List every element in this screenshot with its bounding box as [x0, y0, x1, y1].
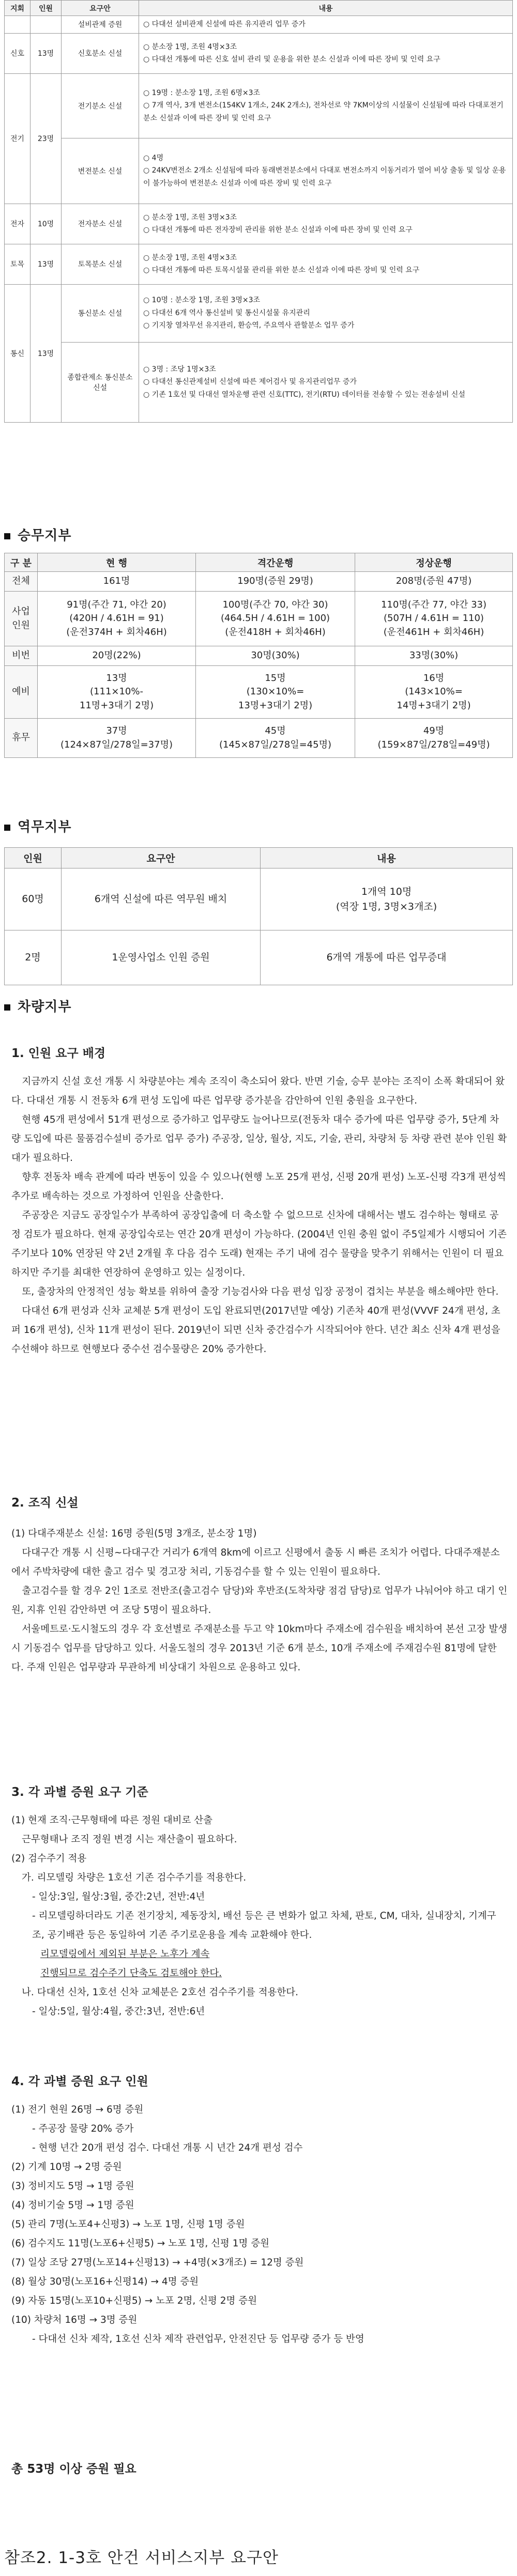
col-branch: 지회 [5, 1, 31, 16]
cell-staff: 13명 [31, 244, 62, 284]
cell-branch: 전자 [5, 204, 31, 244]
cell-request: 종합관제소 통신분소 신설 [62, 342, 139, 422]
heading-organization: 2. 조직 신설 [11, 1496, 79, 1510]
cell-value: 37명 (124×87일/278일=37명) [38, 719, 196, 758]
cell-value: 91명(주간 71, 야간 20) (420H / 4.61H = 91) (운전374H + 회차46H) [38, 592, 196, 646]
col-interval: 격간운행 [196, 553, 355, 572]
row-label: 비번 [5, 646, 38, 666]
cell-staff: 13명 [31, 33, 62, 73]
cell-request: 전기분소 신설 [62, 73, 139, 138]
cell-content: ○ 4명 ○ 24KV변전소 2개소 신설됨에 따라 동래변전분소에서 다대포 변전소까지 이동거리가 멀어 비상 출동 및 일상 운용이 불가능하여 변전분소 신설과 이에 따른 장비 및 인력 요구 [139, 138, 513, 204]
cell-request: 설비관제 증원 [62, 16, 139, 34]
col-category: 구 분 [5, 553, 38, 572]
square-bullet-icon [4, 825, 10, 831]
col-request: 요구안 [62, 1, 139, 16]
section-station: 역무지부 [4, 816, 71, 835]
cell-value: 16명 (143×10%= 14명+3대기 2명) [355, 666, 513, 719]
cell-branch: 토목 [5, 244, 31, 284]
cell-value: 30명(30%) [196, 646, 355, 666]
cell-value: 208명(증원 47명) [355, 572, 513, 592]
cell-request: 신호분소 신설 [62, 33, 139, 73]
cell-value: 190명(증원 29명) [196, 572, 355, 592]
cell-value: 110명(주간 77, 야간 33) (507H / 4.61H = 110) (운전461H + 회차46H) [355, 592, 513, 646]
crew-table [4, 553, 513, 758]
cell-branch: 통신 [5, 284, 31, 422]
cell-request: 통신분소 신설 [62, 284, 139, 342]
criteria-list: (1) 현재 조직·근무형태에 따른 정원 대비로 산출 근무형태나 조직 정원 변경 시는 재산출이 필요하다. (2) 검수주기 적용 가. 리모델링 차량은 1호선 기존 검수주기를 적용한다. - 일상:3일, 월상:3월, 중간:2년, 전반:4년 - 리모델링하더라도 기존 전기장치, 제동장치, 배선 등은 큰 변화가 없고 차체, 판토, CM, 대차, 실내장치, 기계구조, 공기배관 등은 동일하여 기존 주기로운용을 계속 교환해야 한다. 리모델링에서 제외된 부분은 노후가 계속 진행되므로 검수주기 단축도 검토해야 한다. 나. 다대선 신차, 1호선 신차 교체분은 2호선 검수주기를 적용한다. - 일상:5일, 월상:4월, 중간:3년, 전반:6년 [11, 1815, 496, 2017]
heading-background: 1. 인원 요구 배경 [11, 1047, 106, 1060]
cell-request: 토목분소 신설 [62, 244, 139, 284]
organization-text: (1) 다대주재분소 신설: 16명 증원(5명 3개조, 분소장 1명) 다대구간 개통 시 신평~다대구간 거리가 6개역 8km에 이르고 신평에서 출동 시 빠른 조치가 어렵다. 다대주재분소에서 주박차량에 대한 출고 검수 및 경고장 처리, 기동검수를 할 수 있는 인원이 필요하다. 출고검수를 할 경우 2인 1조로 전반조(출고검수 담당)와 후반조(도착차량 점검 담당)로 업무가 나눠어야 하고 대기 인원, 지휴 인원 감안하면 여 조당 5명이 필요하다. 서울메트로·도시철도의 경우 각 호선별로 주재분소를 두고 약 10km마다 주재소에 검수원을 배치하여 본선 고장 발생 시 기동검수 업무를 담당하고 있다. 서울도철의 경우 2013년 기준 6개 분소, 10개 주재소에 주재검수원 81명에 달한다. 주재 인원은 업무량과 무관하게 비상대기 차원으로 운용하고 있다. [11, 1528, 508, 1673]
footer-title: 참조2. 1-3호 안건 서비스지부 요구안 [4, 2549, 279, 2567]
cell-value: 45명 (145×87일/278일=45명) [196, 719, 355, 758]
cell-staff: 10명 [31, 204, 62, 244]
cell-value: 100명(주간 70, 야간 30) (464.5H / 4.61H = 100) (운전418H + 회차46H) [196, 592, 355, 646]
cell-content: 1개역 10명 (역장 1명, 3명×3개조) [261, 868, 513, 930]
cell-content: ○ 분소장 1명, 조원 4명×3조 ○ 다대선 개통에 따른 토목시설물 관리를 위한 분소 신설과 이에 따른 장비 및 인력 요구 [139, 244, 513, 284]
col-staff: 인원 [5, 848, 62, 868]
cell-request: 전자분소 신설 [62, 204, 139, 244]
cell-request: 1운영사업소 인원 증원 [62, 930, 261, 985]
cell-value: 49명 (159×87일/278일=49명) [355, 719, 513, 758]
cell-staff: 2명 [5, 930, 62, 985]
cell-request: 6개역 신설에 따른 역무원 배치 [62, 868, 261, 930]
cell-value: 33명(30%) [355, 646, 513, 666]
row-label: 전체 [5, 572, 38, 592]
col-content: 내용 [139, 1, 513, 16]
cell-request: 변전분소 신설 [62, 138, 139, 204]
tech-branch-table [4, 0, 513, 423]
row-label: 휴무 [5, 719, 38, 758]
staffing-list: (1) 전기 현원 26명 → 6명 증원 - 주공장 물량 20% 증가 - 현행 년간 20개 편성 검수. 다대선 개통 시 년간 24개 편성 검수 (2) 기계 10명 → 2명 증원 (3) 정비지도 5명 → 1명 증원 (4) 정비기술 5명 → 1명 증원 (5) 관리 7명(노포4+신평3) → 노포 1명, 신평 1명 증원 (6) 검수지도 11명(노포6+신평5) → 노포 1명, 신평 1명 증원 (7) 일상 조당 27명(노포14+신평13) → +4명(×3개조) = 12명 증원 (8) 월상 30명(노포16+신평14) → 4명 증원 (9) 자동 15명(노포10+신평5) → 노포 2명, 신평 2명 증원 (10) 차량처 16명 → 3명 증원 - 다대선 신차 제작, 1호선 신차 제작 관련업무, 안전진단 등 업무량 증가 등 반영 [11, 2104, 364, 2345]
section-crew: 승무지부 [4, 525, 71, 544]
cell-staff: 60명 [5, 868, 62, 930]
cell-branch: 신호 [5, 33, 31, 73]
heading-staffing: 4. 각 과별 증원 요구 인원 [11, 2075, 148, 2088]
col-normal: 정상운행 [355, 553, 513, 572]
total-statement: 총 53명 이상 증원 필요 [11, 2462, 136, 2476]
section-vehicle: 차량지부 [4, 996, 71, 1015]
cell-value: 20명(22%) [38, 646, 196, 666]
cell-content: ○ 분소장 1명, 조원 3명×3조 ○ 다대선 개통에 따른 전자장비 관리를 위한 분소 신설과 이에 따른 장비 및 인력 요구 [139, 204, 513, 244]
cell-branch: 전기 [5, 73, 31, 204]
cell-value: 13명 (111×10%- 11명+3대기 2명) [38, 666, 196, 719]
cell-content: ○ 3명 : 조당 1명×3조 ○ 다대선 통신관제설비 신설에 따른 제어검사 및 유지관리업무 증가 ○ 기존 1호선 및 다대선 열차운행 관련 신호(TTC), 전기(RTU) 데이터를 전송할 수 있는 전송설비 신설 [139, 342, 513, 422]
cell-content: ○ 10명 : 분소장 1명, 조원 3명×3조 ○ 다대선 6개 역사 통신설비 및 통신시설물 유지관리 ○ 기지창 열차무선 유지관리, 환승역, 주요역사 관할분소 업무 증가 [139, 284, 513, 342]
square-bullet-icon [4, 533, 10, 539]
col-staff: 인원 [31, 1, 62, 16]
cell-content: 6개역 개통에 따른 업무증대 [261, 930, 513, 985]
row-label: 사업인원 [5, 592, 38, 646]
col-request: 요구안 [62, 848, 261, 868]
cell-content: ○ 분소장 1명, 조원 4명×3조 ○ 다대선 개통에 따른 신호 설비 관리 및 운용을 위한 분소 신설과 이에 따른 장비 및 인력 요구 [139, 33, 513, 73]
cell-content: ○ 19명 : 분소장 1명, 조원 6명×3조 ○ 7개 역사, 3개 변전소(154KV 1개소, 24K 2개소), 전차선로 약 7KM이상의 시설물이 신설됨에 따라 다대포전기분소 신설과 이에 따른 장비 및 인력 요구 [139, 73, 513, 138]
col-current: 현 행 [38, 553, 196, 572]
square-bullet-icon [4, 1004, 10, 1011]
cell-staff: 13명 [31, 284, 62, 422]
cell-staff: 23명 [31, 73, 62, 204]
background-text: 지금까지 신설 호선 개통 시 차량분야는 계속 조직이 축소되어 왔다. 반면 기술, 승무 분야는 조직이 소폭 확대되어 왔다. 다대선 개통 시 전동차 6개 편성 도입에 따른 업무량 증가분을 감안하여 인원 충원을 요구한다. 현행 45개 편성에서 51개 편성으로 증가하고 업무량도 늘어나므로(전동차 대수 증가에 따른 업무량 증가, 5단계 차량 도입에 따른 물품검수설비 증가로 업무 증가) 주공장, 일상, 월상, 지도, 기술, 관리, 차량처 등 차량 관련 분야 인원 확대가 필요하다. 향후 전동차 배속 관계에 따라 변동이 있을 수 있으나(현행 노포 25개 편성, 신평 20개 편성) 노포-신평 각3개 편성씩 추가로 배속하는 것으로 가정하여 인원을 산출한다. 주공장은 지금도 공장일수가 부족하여 공장입출에 더 축소할 수 없으므로 신차에 대해서는 별도 검수하는 형태로 공정 검토가 필요하다. 현재 공장입숙로는 연간 20개 편성이 가능하다. (2004년 인원 충원 없이 주5일제가 시행되어 기존 주기보다 10% 연장된 약 2년 2개월 후 다음 검수 도래) 현재는 주기 내에 검수 물량을 맞추기 위해서는 인원이 더 필요하지만 주기를 최대한 연장하여 운영하고 있는 실정이다. 또, 출장차의 안정적인 성능 확보를 위하여 출장 기능검사와 다음 편성 입장 공정이 겹치는 부분을 해소해야만 한다. 다대선 6개 편성과 신차 교체분 5개 편성이 도입 완료되면(2017년말 예상) 기존차 40개 편성(VVVF 24개 편성, 초퍼 16개 편성), 신차 11개 편성이 된다. 2019년이 되면 신차 중간검수가 시작되어야 한다. 년간 최소 신차 4개 편성을 수선해야 하므로 현행보다 중수선 검수물량은 20% 증가한다. [11, 1076, 507, 1355]
row-label: 예비 [5, 666, 38, 719]
station-table [4, 847, 513, 985]
col-content: 내용 [261, 848, 513, 868]
cell-value: 161명 [38, 572, 196, 592]
cell-value: 15명 (130×10%= 13명+3대기 2명) [196, 666, 355, 719]
cell-content: ○ 다대선 설비관제 신설에 따른 유지관리 업무 증가 [139, 16, 513, 34]
heading-criteria: 3. 각 과별 증원 요구 기준 [11, 1786, 148, 1799]
